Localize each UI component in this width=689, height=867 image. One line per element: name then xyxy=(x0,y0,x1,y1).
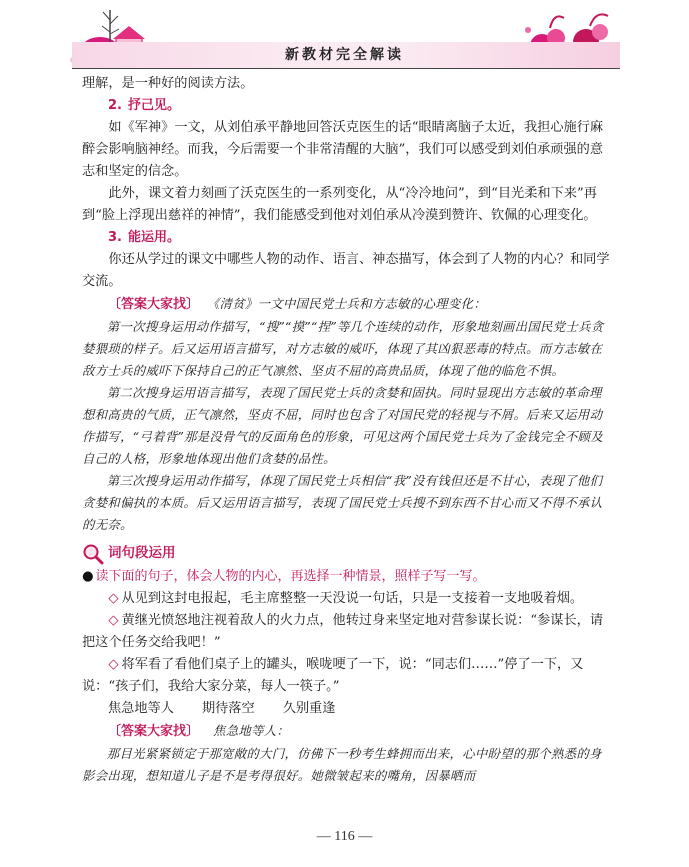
diamond-icon: ◇ xyxy=(108,657,119,672)
option: 久别重逢 xyxy=(282,701,336,716)
subheading: 2. 抒己见。 xyxy=(108,98,180,113)
paragraph: 此外，课文着力刻画了沃克医生的一系列变化，从“冷冷地问”，到“目光柔和下来”再到“脸上浮现出慈祥的神情”，我们能感受到他对刘伯承从冷漠到赞许、钦佩的心理变化。 xyxy=(82,186,597,223)
bullet-icon: ● xyxy=(82,569,94,584)
page-number: — 116 — xyxy=(316,829,373,844)
answer-line xyxy=(82,720,612,743)
answer-label: 〔答案大家找〕 xyxy=(108,724,200,739)
answer-intro: 焦急地等人： xyxy=(213,723,290,738)
section-title: 词句段运用 xyxy=(108,545,176,561)
paragraph: 如《军神》一文，从刘伯承平静地回答沃克医生的话“眼睛离脑子太近，我担心施行麻醉会影响脑神经。而我，今后需要一个非常清醒的大脑”，我们可以感受到刘伯承顽强的意志和坚定的信念。 xyxy=(82,120,604,179)
option: 期待落空 xyxy=(201,701,255,716)
subheading: 3. 能运用。 xyxy=(108,230,180,245)
example-sentence: ◇ 黄继光愤怒地注视着敌人的火力点，他转过身来坚定地对营参谋长说：“参谋长，请把这个任务交给我吧！” xyxy=(82,613,604,650)
book-title: 新教材完全解读 xyxy=(285,47,404,63)
diamond-icon: ◇ xyxy=(108,591,119,606)
section-heading xyxy=(82,542,612,566)
magnifier-icon xyxy=(82,543,104,565)
answer-line xyxy=(82,293,612,316)
answer-paragraph: 第三次搜身运用动作描写，体现了国民党士兵相信“我”没有钱但还是不甘心，表现了他们贪婪和偏执的本质。后又运用语言描写，表现了国民党士兵搜不到东西不甘心而又不得不承认的无奈。 xyxy=(82,473,603,532)
answer-paragraph: 第二次搜身运用语言描写，表现了国民党士兵的贪婪和固执。同时显现出方志敏的革命理想和高贵的气质，正气凛然，坚贞不屈，同时也包含了对国民党的轻视与不屑。后来又运用动作描写，“弓着背”那是没骨气的反面角色的形象，可见这两个国民党士兵为了金钱完全不顾及自己的人格，形象地体现出他们贪婪的品性。 xyxy=(82,385,603,466)
page-header xyxy=(0,0,689,80)
scenario-options xyxy=(82,698,612,720)
option: 焦急地等人 xyxy=(108,701,174,716)
answer-paragraph: 第一次搜身运用动作描写，“搜”“摸”“捏”等几个连续的动作，形象地刻画出国民党士兵贪婪猥琐的样子。后又运用语言描写，对方志敏的威吓，体现了其凶狠恶毒的特点。而方志敏在敌方士兵的威吓下保持自己的正气凛然、坚贞不屈的高贵品质，体现了他的临危不惧。 xyxy=(82,319,604,378)
answer-paragraph: 那目光紧紧锁定于那宽敞的大门，仿佛下一秒考生蜂拥而出来，心中盼望的那个熟悉的身影会出现，想知道儿子是不是考得很好。她微皱起来的嘴角，因暴晒而 xyxy=(82,746,602,783)
diamond-icon: ◇ xyxy=(108,613,119,628)
paragraph: 你还从学过的课文中哪些人物的动作、语言、神态描写，体会到了人物的内心？和同学交流。 xyxy=(82,252,610,289)
answer-label: 〔答案大家找〕 xyxy=(108,297,200,312)
example-sentence: ◇ 将军看了看他们桌子上的罐头，喉咙哽了一下，说：“同志们……”停了一下，又说：“孩子们，我给大家分菜，每人一筷子。” xyxy=(82,657,584,694)
page-content xyxy=(82,73,612,787)
paragraph: 理解，是一种好的阅读方法。 xyxy=(82,76,254,91)
task-instruction: ● 读下面的句子，体会人物的内心，再选择一种情景，照样子写一写。 xyxy=(82,569,486,584)
answer-intro: 《清贫》一文中国民党士兵和方志敏的心理变化： xyxy=(213,296,487,311)
example-sentence: ◇ 从见到这封电报起，毛主席整整一天没说一句话，只是一支接着一支地吸着烟。 xyxy=(108,591,584,606)
